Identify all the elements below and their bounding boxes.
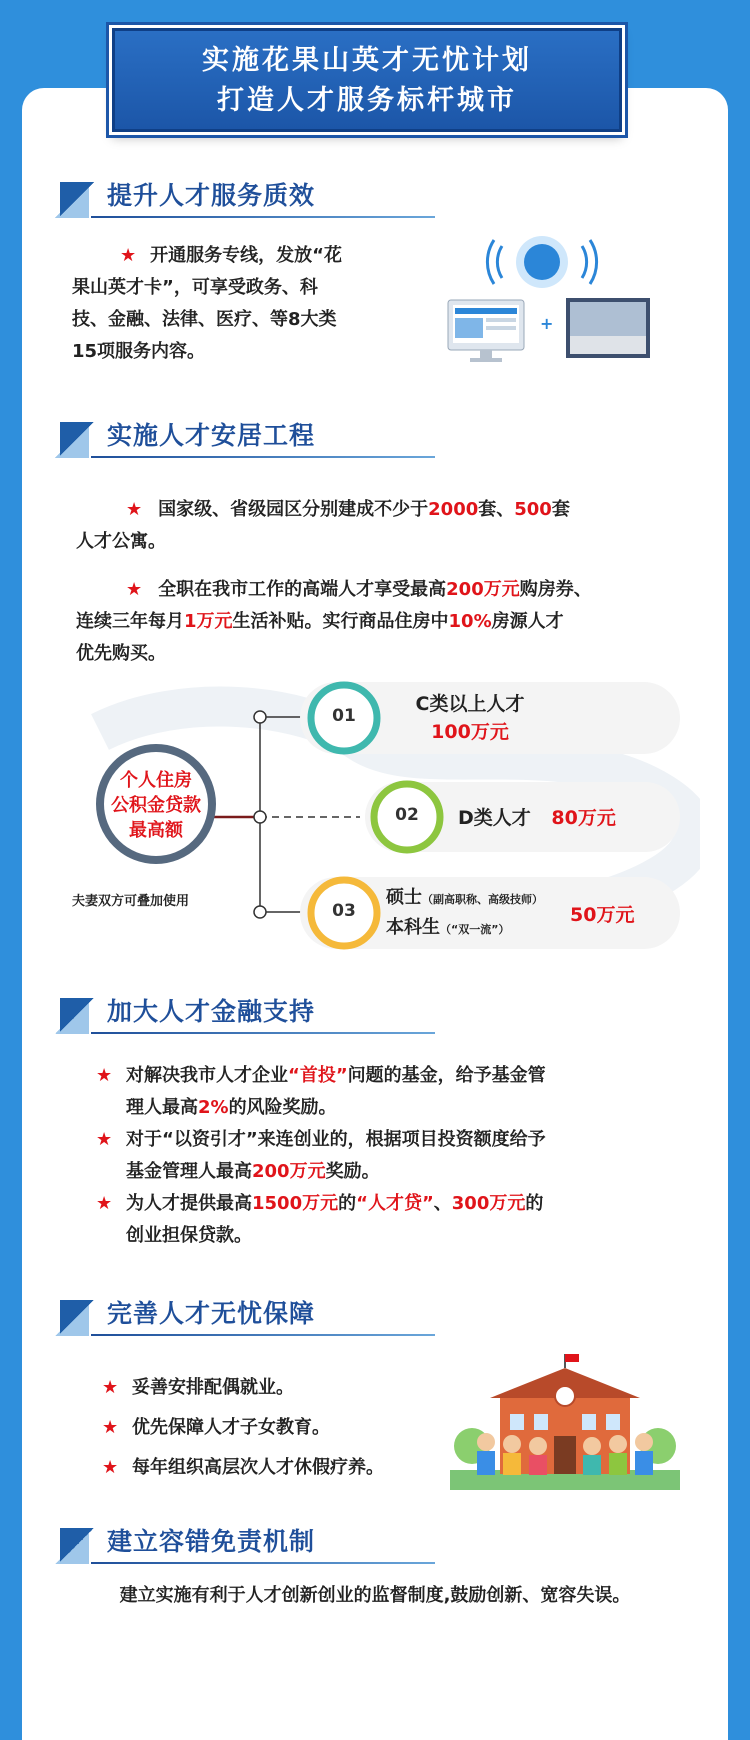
loan-circle-label: 个人住房 公积金贷款 最高额 [111,770,201,841]
school-illustration [450,1350,680,1490]
star-icon: ★ [96,1065,113,1086]
tier-1: C类以上人才 100万元 [415,693,525,743]
header-triangle-icon [60,1528,94,1562]
section-title: 加大人才金融支持 [107,997,316,1026]
section-header-tolerance [55,1524,435,1564]
section-title: 完善人才无忧保障 [107,1299,316,1328]
finance-list [96,1060,696,1252]
section-header-housing [55,418,435,458]
list-item: ★ 对解决我市人才企业“首投”问题的基金，给予基金管 理人最高2%的风险奖励。 [96,1060,696,1124]
service-illustration [440,228,660,368]
star-icon: ★ [96,1193,113,1214]
star-icon: ★ [96,1129,113,1150]
wifi-monitor-icon [440,228,660,368]
support-list [102,1372,442,1484]
section-underline [91,1334,435,1336]
star-icon: ★ [126,579,143,600]
loan-diagram [60,672,700,962]
header-triangle-icon [60,422,94,456]
tier-number: 03 [332,901,356,921]
section-title: 建立容错免责机制 [107,1527,316,1556]
list-item: ★ 每年组织高层次人才休假疗养。 [102,1452,442,1484]
section-underline [91,1032,435,1034]
section-underline [91,456,435,458]
plus-sign: + [540,314,554,333]
list-item: ★ 优先保障人才子女教育。 [102,1412,442,1444]
star-icon: ★ [102,1457,119,1478]
housing-paragraph-1: ★ 国家级、省级园区分别建成不少于2000套、500套 人才公寓。 [76,499,570,552]
tier-3-amount: 50万元 [570,904,635,926]
section-underline [91,216,435,218]
tolerance-text: 建立实施有利于人才创新创业的监督制度,鼓励创新、宽容失误。 [119,1585,631,1606]
header-triangle-icon [60,1300,94,1334]
banner-line-1: 实施花果山英才无忧计划 [202,45,532,76]
tier-number: 02 [395,805,419,825]
banner-line-2: 打造人才服务标杆城市 [217,85,517,116]
star-icon: ★ [102,1377,119,1398]
title-banner [112,28,622,132]
section-underline [91,1562,435,1564]
school-children-icon [450,1350,680,1490]
section-header-support [55,1296,435,1336]
loan-note: 夫妻双方可叠加使用 [72,894,190,909]
section-title: 实施人才安居工程 [107,421,316,450]
tier-3: 硕士（副高职称、高级技师） 本科生（“双一流”） [386,887,543,938]
housing-paragraph-2: ★ 全职在我市工作的高端人才享受最高200万元购房券、 连续三年每月1万元生活补贴。实行商品住房中10%房源人才 优先购买。 [76,579,592,664]
service-paragraph: ★ 开通服务专线，发放“花 果山英才卡”，可享受政务、科 技、金融、法律、医疗、等8大类 15项服务内容。 [72,245,342,362]
section-header-service [55,178,435,218]
list-item: ★ 为人才提供最高1500万元的“人才贷”、300万元的 创业担保贷款。 [96,1188,696,1252]
list-item: ★ 对于“以资引才”来连创业的，根据项目投资额度给予 基金管理人最高200万元奖励。 [96,1124,696,1188]
tier-2: D类人才 80万元 [458,807,616,829]
star-icon: ★ [120,245,137,266]
star-icon: ★ [126,499,143,520]
list-item: ★ 妥善安排配偶就业。 [102,1372,442,1404]
tier-number: 01 [332,706,356,726]
header-triangle-icon [60,998,94,1032]
star-icon: ★ [102,1417,119,1438]
header-triangle-icon [60,182,94,216]
section-title: 提升人才服务质效 [107,181,316,210]
section-header-finance [55,994,435,1034]
